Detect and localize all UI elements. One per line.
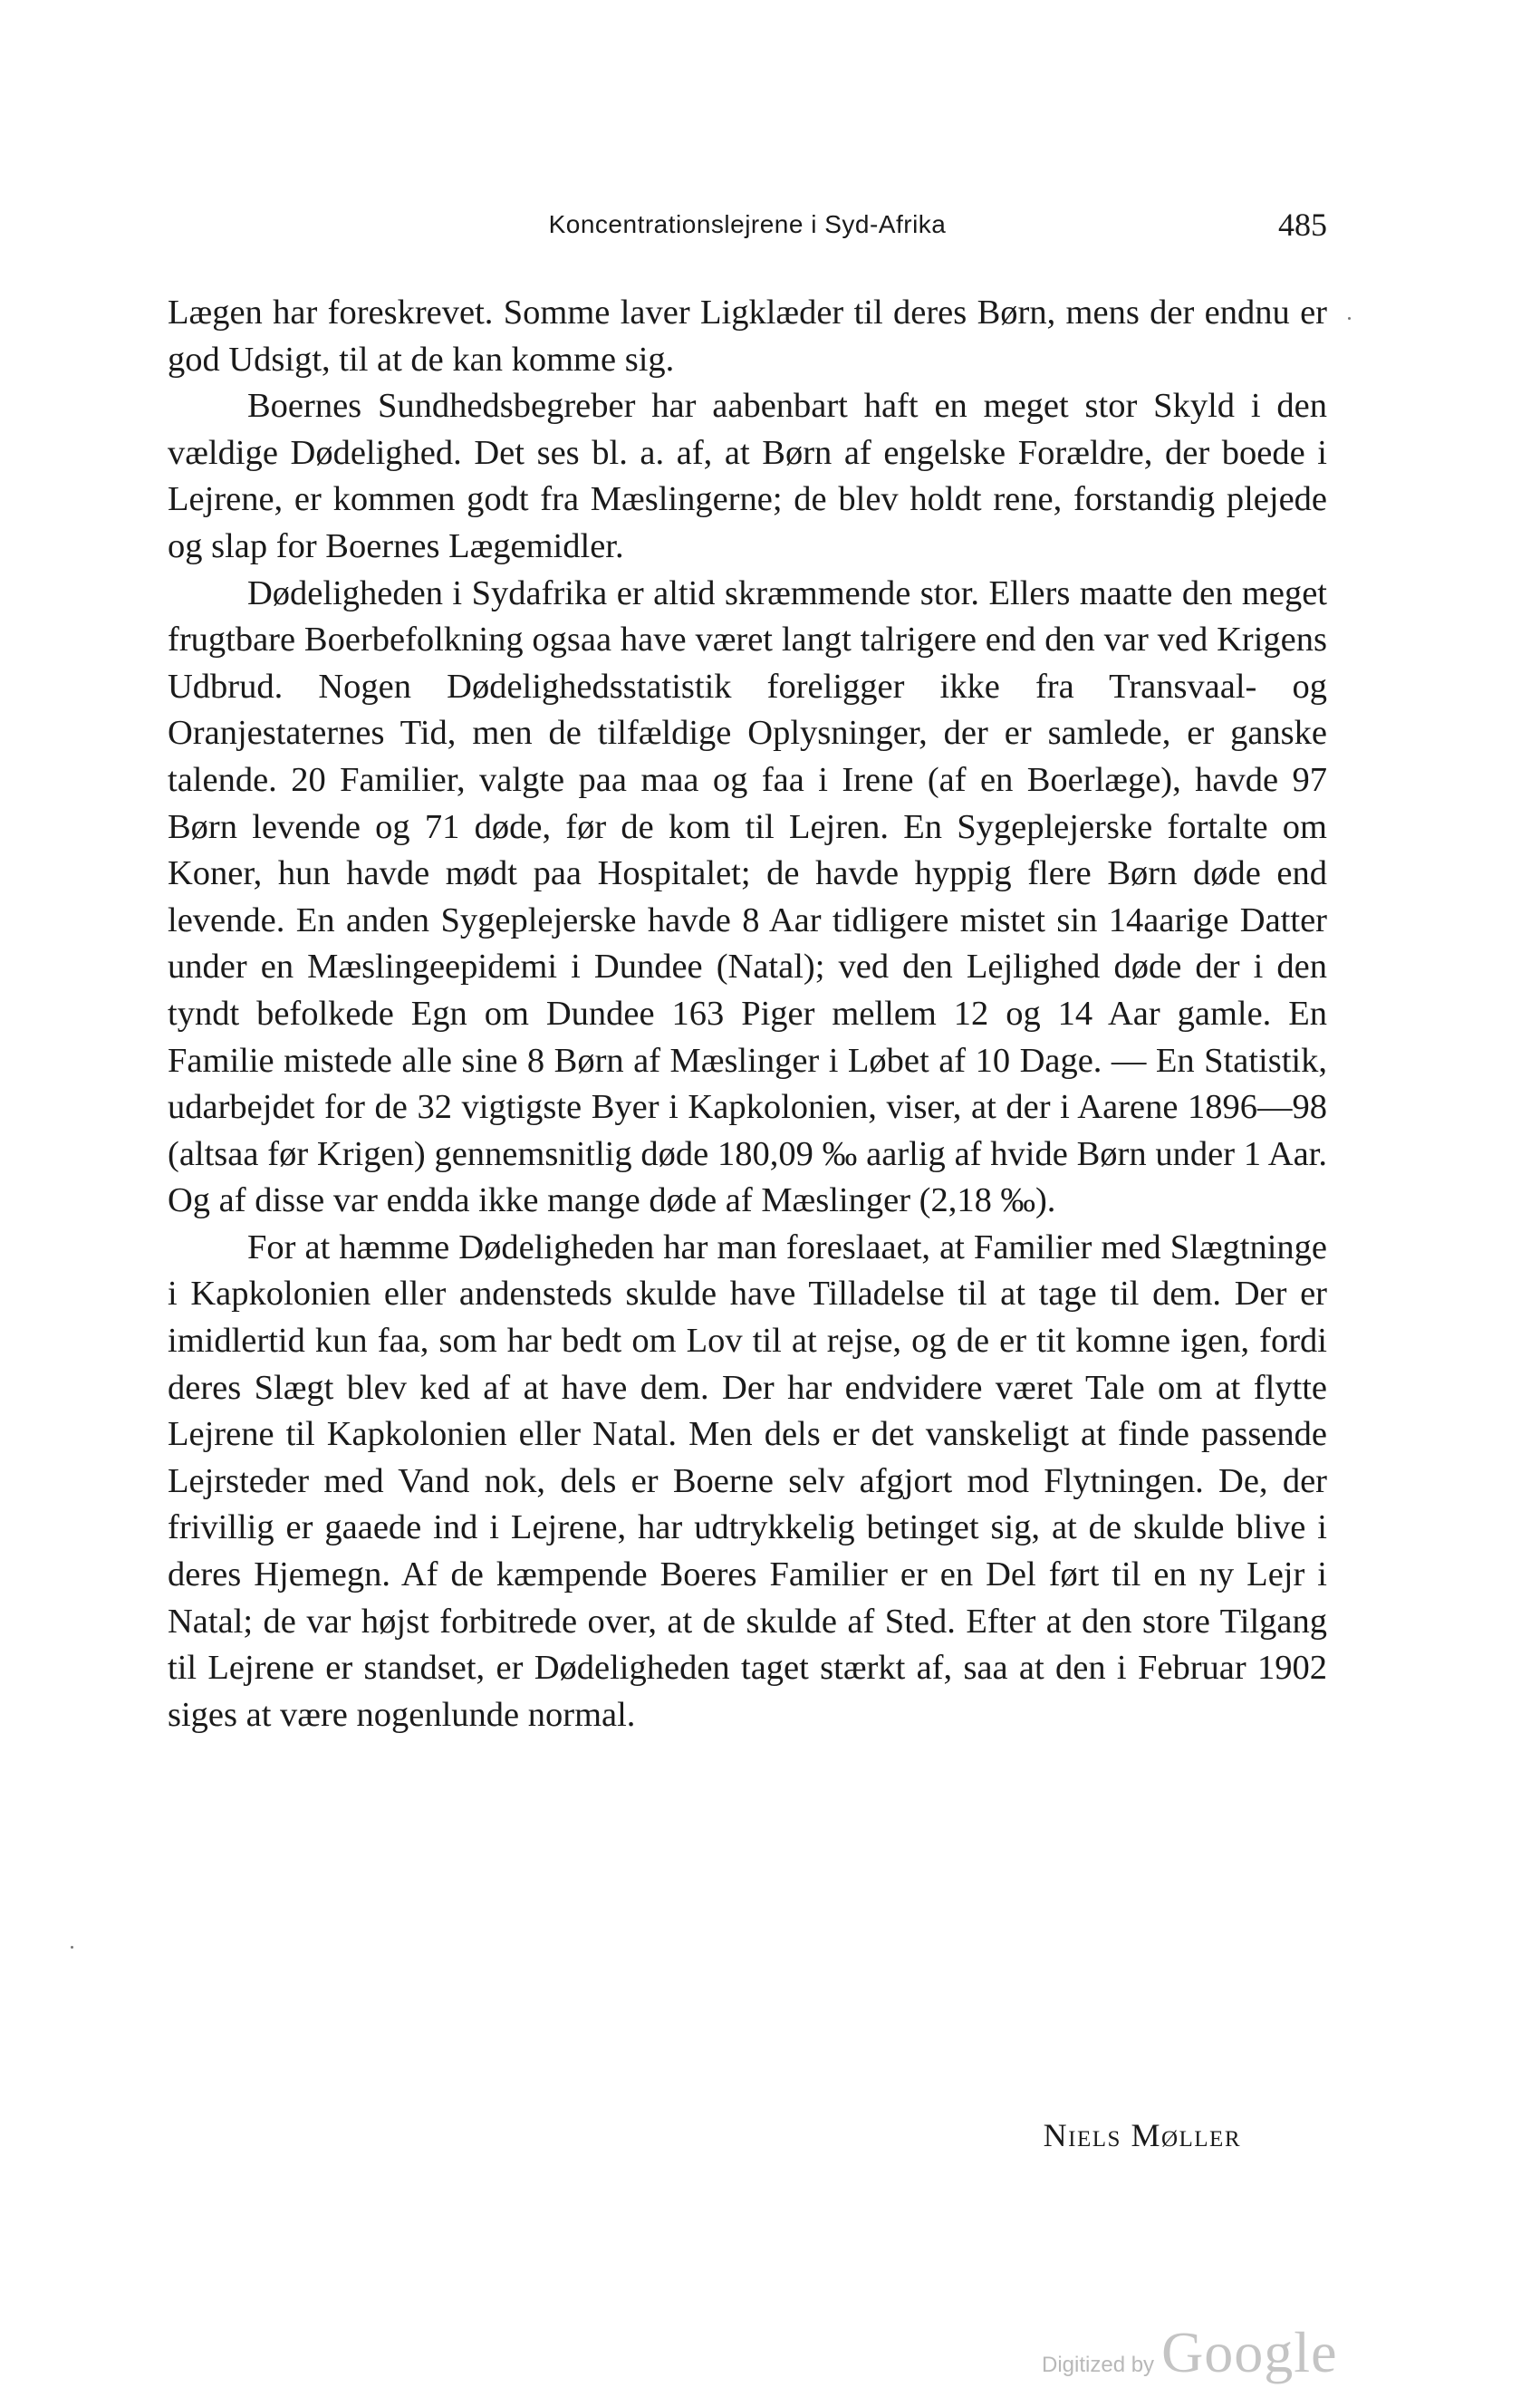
watermark-prefix: Digitized by: [1042, 2353, 1155, 2377]
stray-ink-mark: [71, 1946, 73, 1949]
paragraph: For at hæmme Dødeligheden har man foreslaaet, at Familier med Slægtninge i Kapkolonien eller andensteds skulde have Tilladelse til at tage til dem. Der er imidlertid kun faa, som har bedt om Lov til at rejse, og de er tit komne igen, fordi deres Slægt blev ked af at have dem. Der har endvidere været Tale om at flytte Lejrene til Kapkolonien eller Natal. Men dels er det vanskeligt at finde passende Lejrsteder med Vand nok, dels er Boerne selv afgjort mod Flytningen. De, der frivillig er gaaede ind i Lejrene, har udtrykkelig betinget sig, at de skulde blive i deres Hjemegn. Af de kæmpende Boeres Familier er en Del ført til en ny Lejr i Natal; de var højst forbitrede over, at de skulde af Sted. Efter at den store Tilgang til Lejrene er standset, er Dødeligheden taget stærkt af, saa at den i Februar 1902 siges at være nogenlunde normal.: [168, 1228, 1327, 1734]
stray-ink-mark: [1348, 317, 1351, 320]
digitization-watermark: [1042, 2319, 1337, 2392]
author-signature: Niels Møller: [1043, 2117, 1241, 2153]
running-header: [168, 207, 1327, 243]
paragraph: Boernes Sundhedsbegreber har aabenbart haft en meget stor Skyld i den vældige Dødelighed. Det ses bl. a. af, at Børn af engelske Forældre, der boede i Lejrene, er kommen godt fra Mæslingerne; de blev holdt rene, forstandig plejede og slap for Boernes Lægemidler.: [168, 387, 1327, 565]
paragraph: Lægen har foreskrevet. Somme laver Ligklæder til deres Børn, mens der endnu er god Udsigt, til at de kan komme sig.: [168, 294, 1327, 379]
body-text: [168, 290, 1327, 1738]
running-title: Koncentrationslejrene i Syd-Afrika: [548, 210, 947, 238]
watermark-brand: Google: [1161, 2320, 1338, 2384]
page-number: 485: [1278, 207, 1327, 243]
paragraph: Dødeligheden i Sydafrika er altid skræmmende stor. Ellers maatte den meget frugtbare Boerbefolkning ogsaa have været langt talrigere end den var ved Krigens Udbrud. Nogen Dødelighedsstatistik foreligger ikke fra Transvaal- og Oranjestaternes Tid, men de tilfældige Oplysninger, der er samlede, er ganske talende. 20 Familier, valgte paa maa og faa i Irene (af en Boerlæge), havde 97 Børn levende og 71 døde, før de kom til Lejren. En Sygeplejerske fortalte om Koner, hun havde mødt paa Hospitalet; de havde hyppig flere Børn døde end levende. En anden Sygeplejerske havde 8 Aar tidligere mistet sin 14aarige Datter under en Mæslingeepidemi i Dundee (Natal); ved den Lejlighed døde der i den tyndt befolkede Egn om Dundee 163 Piger mellem 12 og 14 Aar gamle. En Familie mistede alle sine 8 Børn af Mæslinger i Løbet af 10 Dage. — En Statistik, udarbejdet for de 32 vigtigste Byer i Kapkolonien, viser, at der i Aarene 1896—98 (altsaa før Krigen) gennemsnitlig døde 180,09 ‰ aarlig af hvide Børn under 1 Aar. Og af disse var endda ikke mange døde af Mæslinger (2,18 ‰).: [168, 573, 1327, 1220]
